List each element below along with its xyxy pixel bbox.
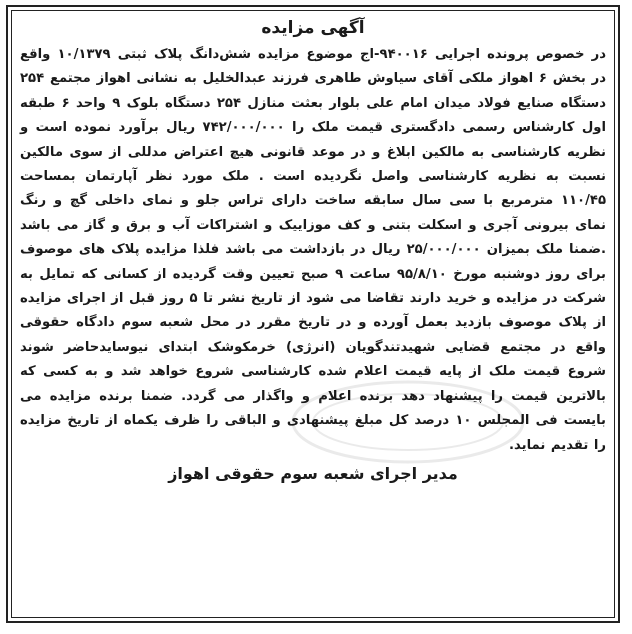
notice-body: در خصوص پرونده اجرایی ۹۴۰۰۱۶-اج موضوع مزایده شش‌دانگ پلاک ثبتی ۱۰/۱۳۷۹ واقع در بخش ۶ اهواز ملکی آقای سیاوش طاهری فرزند عبدالخلیل به نشانی اهواز مجتمع ۲۵۴ دستگاه صنایع فولاد میدان امام علی بلوار بعثت منازل ۲۵۴ دستگاه بلوک ۹ واحد ۶ طبقه اول کارشناس رسمی دادگستری قیمت ملک را ۷۴۲/۰۰۰/۰۰۰ ریال برآورد نموده است و نظریه کارشناسی به مالکین ابلاغ و در موعد قانونی هیچ اعتراض مدللی از سوی مالکین نسبت به نظریه کارشناسی واصل نگردیده است . ملک مورد نظر آپارتمان بمساحت ۱۱۰/۴۵ مترمربع با سی سال سابقه ساخت دارای تراس جلو و نمای داخلی گچ و رنگ نمای بیرونی آجری و اسکلت بتنی و کف موزاییک و اشتراکات آب و برق و گاز می باشد .ضمنا ملک بمیزان ۲۵/۰۰۰/۰۰۰ ریال در بازداشت می باشد فلذا مزایده پلاک های موصوف برای روز دوشنبه مورخ ۹۵/۸/۱۰ ساعت ۹ صبح تعیین وقت گردیده از کسانی که تمایل به شرکت در مزایده و خرید دارند تقاضا می شود از تاریخ نشر تا ۵ روز قبل از اجرای مزایده از پلاک موصوف بازدید بعمل آورده و در تاریخ مقرر در محل شعبه سوم دادگاه حقوقی واقع در مجتمع قضایی شهیدتندگویان (انرژی) خرمکوشک ابتدای نیوسایدحاضر شوند شروع قیمت ملک از پایه قیمت اعلام شده کارشناسی شروع خواهد شد و به کسی که بالاترین قیمت را پیشنهاد دهد برنده اعلام و واگذار می گردد. ضمنا برنده مزایده می بایست فی المجلس ۱۰ درصد کل مبلغ پیشنهادی و الباقی را ظرف یکماه از تاریخ مزایده را تقدیم نماید. bbox=[20, 47, 606, 453]
auction-notice bbox=[6, 5, 620, 623]
notice-title: آگهی مزایده bbox=[261, 18, 365, 38]
notice-signature: مدیر اجرای شعبه سوم حقوقی اهواز bbox=[168, 463, 458, 483]
